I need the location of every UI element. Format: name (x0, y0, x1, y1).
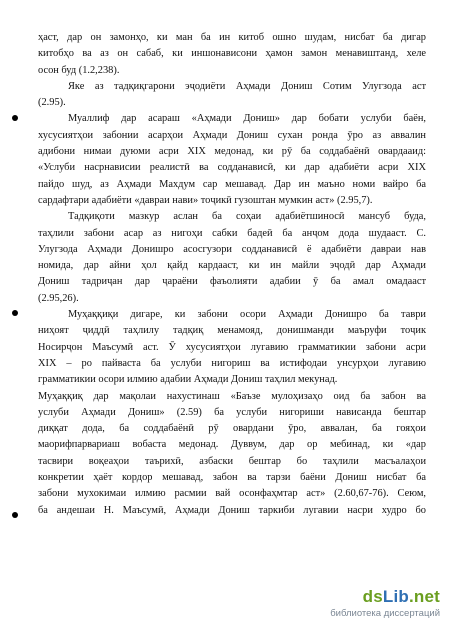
text-line: ба андешаи Н. Маъсумӣ, Аҳмади Дониш таркиби лугавии насри худро бо (38, 504, 426, 516)
dslib-watermark (300, 587, 450, 622)
text-line: ҳаст, дар он замонҳо, ки ман ба ин китоб ошно шудам, нисбат ба дигар (38, 32, 426, 43)
text-line: хусусиятҳои забонии асарҳои Аҳмади Дониш сухан ронда ӯро аз аввалин (38, 129, 426, 141)
text-line: диққат дода, ба соддабаёнӣ рӯ овардани ӯро, аввалан, ба гояҳои (38, 423, 426, 435)
document-body (38, 30, 426, 519)
margin-bullet-2 (12, 310, 18, 316)
text-line: сардафтари адабиёти «давраи нави» тоҷикӣ гузоштан мумкин аст» (2.95,7). (38, 194, 373, 206)
dslib-logo: dsLib.net (362, 587, 440, 606)
text-line: китобҳо ва аз он сабаб, ки иншонависони ҳамон замон менавиштанд, хеле (38, 48, 426, 60)
text-line: конкретии ҳаёт кордор мешавад, забон ва тарзи баёни Дониш нисбат ба (38, 472, 426, 484)
text-line: осон буд (1.2,238). (38, 64, 120, 76)
text-line: забони мухокимаи илмию расмии вай осонфаҳмтар аст» (2.60,67-76). Сеюм, (38, 488, 426, 500)
text-line: ниҳоят ҷиддӣ таҳлилу тадқиқ менамояд, донишманди маъруфи тоҷик (38, 325, 426, 337)
text-line: Муҳаққиқ дар мақолаи нахустинаш «Баъзе мулоҳизаҳо оид ба забон ва (38, 390, 426, 402)
text-line: номида, дар айни ҳол қайд кардааст, ки ин майли эҷодӣ дар Аҳмади (38, 260, 426, 272)
text-line: Муаллиф дар асараш «Аҳмади Дониш» дар бобати услуби баён, (68, 113, 426, 125)
text-line: пайдо шуд, аз Аҳмади Махдум сар мешавад. Дар ин маънo номи вайро ба (38, 178, 426, 190)
text-line: услуби Аҳмади Дониш» (2.59) ба услуби нигориши нависанда бештар (38, 406, 426, 418)
text-line: (2.95,26). (38, 292, 79, 304)
text-line: XIX – ро пайваста ба услуби нигориш ва истифодаи унсурҳои лугавию (38, 357, 426, 369)
text-line: Яке аз тадқиқгарони эҷодиёти Аҳмади Дониш Сотим Улугзода аст (68, 80, 426, 92)
text-line: Улугзода Аҳмади Донишро асосгузори содданависӣ ё адабиёти давраи нав (38, 243, 426, 255)
text-line: «Услуби насрнависии реалистӣ ва содданависӣ, ки дар адабиёти асри XIX (38, 162, 426, 174)
margin-bullet-3 (12, 512, 18, 518)
text-line: (2.95). (38, 97, 66, 109)
text-line: маорифпарвариаш вобаста медонад. Дуввум, дар ор мебинад, ки «дар (38, 439, 426, 451)
text-line: тасвири воқеаҳои таърихӣ, азбаски бештар бо таҳлили масъалаҳои (38, 455, 426, 467)
text-line: адибони нимаи дуюми асри XIX медонад, ки рӯ ба соддабаёнӣ овардааид: (38, 146, 426, 158)
text-line: Носирҷон Маъсумӣ аст. Ӯ хусусиятҳои лугавию грамматикии забони асри (38, 341, 426, 353)
text-line: таҳлили забони асар аз нигоҳи сабки бадеӣ ба анҷом дода шудааст. С. (38, 227, 426, 239)
text-line: грамматикии осори илмию адабии Аҳмади Дониш таҳлил мекунад. (38, 374, 338, 386)
text-line: Тадқиқоти мазкур аслан ба соҳаи адабиётшиносӣ мансуб буда, (68, 211, 426, 223)
text-line: Дониш тадриҷан дар ҷараёни фаъолияти адабии ӯ ба амал омадааст (38, 276, 426, 288)
margin-bullet-1 (12, 115, 18, 121)
text-line: Муҳаққиқи дигаре, ки забони осори Аҳмади Донишро ба таври (68, 309, 426, 321)
dslib-subtitle: библиотека диссертаций (330, 608, 440, 619)
